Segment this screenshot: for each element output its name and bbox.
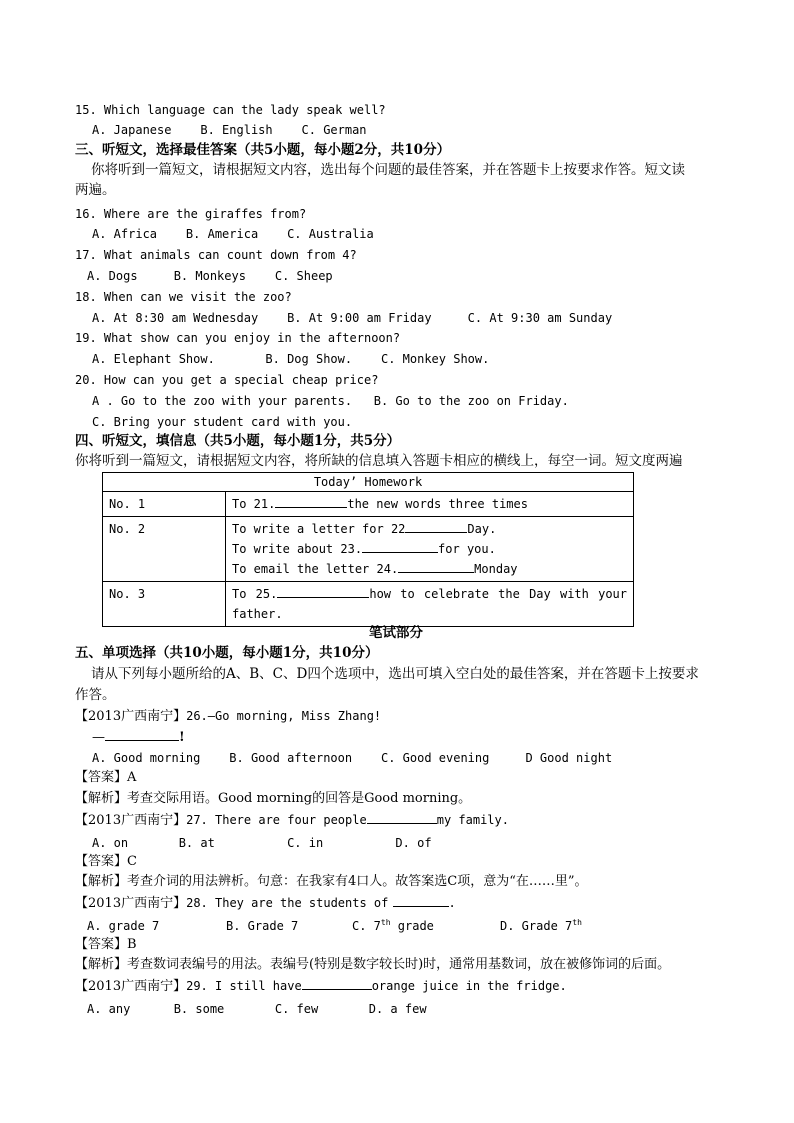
section4-instruction: 你将听到一篇短文，请根据短文内容，将所缺的信息填入答题卡相应的横线上，每空一词。短文度两遍 <box>75 453 683 469</box>
q26-analysis: 【解析】考查交际用语。Good morning的回答是Good morning。 <box>75 791 472 806</box>
q26-blank[interactable] <box>105 728 179 741</box>
line-text: Monday <box>474 562 518 576</box>
q29-blank[interactable] <box>302 977 372 990</box>
blank-25[interactable] <box>277 585 369 598</box>
q28-option-b: B. Grade 7 <box>226 919 299 933</box>
source-tag: 【2013广西南宁】 <box>75 813 187 828</box>
q26-line <box>75 707 381 726</box>
q26-reply <box>92 728 185 747</box>
section5-instruction-1: 请从下列每小题所给的A、B、C、D四个选项中，选出可填入空白处的最佳答案，并在答题卡上按要求 <box>91 666 699 682</box>
line-text: To 21. <box>232 497 276 511</box>
q28-option-c <box>352 918 434 934</box>
q27-answer: 【答案】C <box>75 854 137 869</box>
blank-24[interactable] <box>398 560 474 573</box>
dash: — <box>92 730 105 745</box>
q16-options: A. Africa B. America C. Australia <box>92 227 374 241</box>
line-text: for you. <box>438 542 496 556</box>
source-tag: 【2013广西南宁】 <box>75 896 187 911</box>
q20-options-ab: A . Go to the zoo with your parents. B. Go to the zoo on Friday. <box>92 394 569 408</box>
q18-options: A. At 8:30 am Wednesday B. At 9:00 am Friday C. At 9:30 am Sunday <box>92 311 613 325</box>
section3-heading: 三、听短文，选择最佳答案（共5小题，每小题2分，共10分） <box>75 142 451 158</box>
blank-21[interactable] <box>275 495 347 508</box>
row-number: No. 1 <box>103 492 226 517</box>
q26-options: A. Good morning B. Good afternoon C. Good evening D Good night <box>92 751 613 765</box>
section3-instruction-1: 你将听到一篇短文，请根据短文内容，选出每个问题的最佳答案，并在答题卡上按要求作答。短文读 <box>91 162 685 178</box>
q28-stem-end: . <box>448 896 456 910</box>
q17-stem: 17. What animals can count down from 4? <box>75 248 357 262</box>
line-text: Day. <box>467 522 497 536</box>
q27-stem-end: my family. <box>436 813 509 827</box>
table-row <box>103 582 634 627</box>
blank-22[interactable] <box>405 520 467 533</box>
source-tag: 【2013广西南宁】 <box>75 709 187 724</box>
source-tag: 【2013广西南宁】 <box>75 979 187 994</box>
section3-instruction-2: 两遍。 <box>75 182 116 198</box>
line-text: To write about 23. <box>232 542 363 556</box>
line-text: how to celebrate the Day with your <box>369 587 627 601</box>
q26-stem: 26.—Go morning, Miss Zhang! <box>186 709 382 723</box>
row-content <box>226 492 634 517</box>
q27-blank[interactable] <box>367 811 437 824</box>
superscript: th <box>572 918 582 927</box>
q28-option-d <box>500 918 582 934</box>
q27-line <box>75 811 509 830</box>
table-row <box>103 517 634 582</box>
q15-options: A. Japanese B. English C. German <box>92 123 367 137</box>
row-number: No. 3 <box>103 582 226 627</box>
q28-answer: 【答案】B <box>75 937 137 952</box>
q27-stem: 27. There are four people <box>186 813 367 827</box>
q29-options: A. any B. some C. few D. a few <box>87 1002 427 1016</box>
superscript: th <box>380 918 391 927</box>
q17-options: A. Dogs B. Monkeys C. Sheep <box>87 269 333 283</box>
written-part-title: 笔试部分 <box>369 625 423 641</box>
table-row <box>103 492 634 517</box>
blank-23[interactable] <box>362 540 438 553</box>
q28-analysis: 【解析】考查数词表编号的用法。表编号(特别是数字较长时)时，通常用基数词，放在被修饰词的后面。 <box>75 957 671 972</box>
section5-instruction-2: 作答。 <box>75 687 116 703</box>
row-content <box>226 582 634 627</box>
section5-heading: 五、单项选择（共10小题，每小题1分，共10分） <box>75 645 379 661</box>
row-number: No. 2 <box>103 517 226 582</box>
q26-answer: 【答案】A <box>75 770 137 785</box>
q20-stem: 20. How can you get a special cheap price? <box>75 373 379 387</box>
line-text: To email the letter 24. <box>232 562 399 576</box>
homework-table <box>102 472 634 627</box>
section4-heading: 四、听短文，填信息（共5小题，每小题1分，共5分） <box>75 433 401 449</box>
opt-text: D. Grade 7 <box>500 919 573 933</box>
exclamation: ! <box>179 730 185 745</box>
opt-text: C. 7 <box>352 919 381 933</box>
table-title: Today’ Homework <box>103 473 634 492</box>
q29-stem: 29. I still have <box>186 979 302 993</box>
q19-stem: 19. What show can you enjoy in the afternoon? <box>75 331 401 345</box>
opt-text: grade <box>390 919 434 933</box>
line-text: To write a letter for 22 <box>232 522 406 536</box>
line-text: father. <box>232 607 283 621</box>
q19-options: A. Elephant Show. B. Dog Show. C. Monkey Show. <box>92 352 490 366</box>
q27-analysis: 【解析】考查介词的用法辨析。句意：在我家有4口人。故答案选C项，意为“在……里”。 <box>75 874 588 889</box>
q27-options: A. on B. at C. in D. of <box>92 836 432 850</box>
q18-stem: 18. When can we visit the zoo? <box>75 290 292 304</box>
row-content <box>226 517 634 582</box>
q29-line <box>75 977 567 996</box>
q28-option-a: A. grade 7 <box>87 919 160 933</box>
q29-stem-end: orange juice in the fridge. <box>371 979 567 993</box>
q28-stem: 28. They are the students of <box>186 896 389 910</box>
q15-stem: 15. Which language can the lady speak well? <box>75 103 386 117</box>
line-text: the new words three times <box>347 497 528 511</box>
q28-blank[interactable] <box>393 894 449 907</box>
q28-line <box>75 894 456 913</box>
line-text: To 25. <box>232 587 278 601</box>
q20-option-c: C. Bring your student card with you. <box>92 415 353 429</box>
q16-stem: 16. Where are the giraffes from? <box>75 207 307 221</box>
